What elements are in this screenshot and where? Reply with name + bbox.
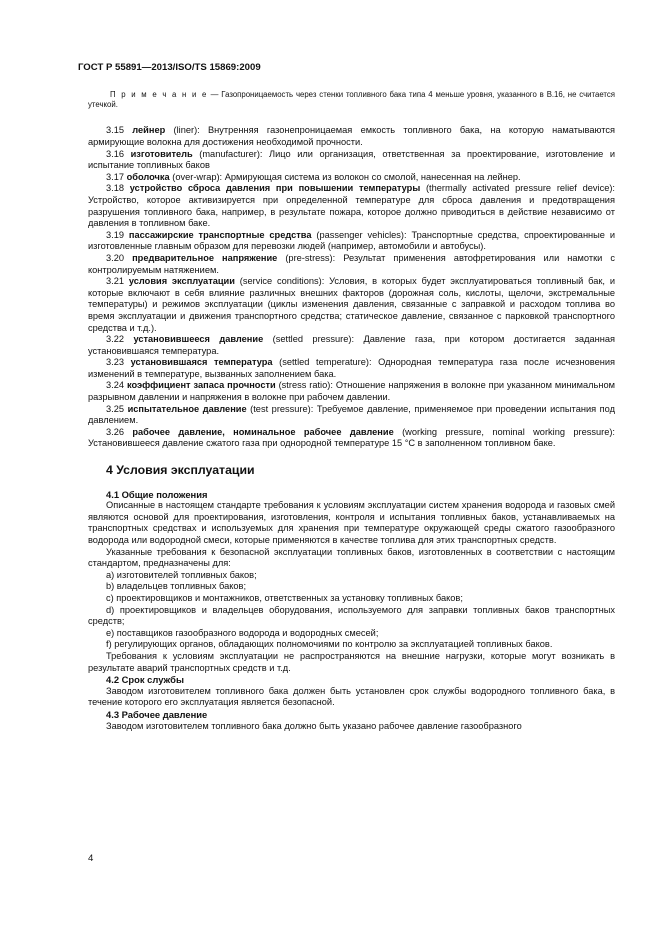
term-3-19: 3.19 пассажирские транспортные средства (passenger vehicles): Транспортные средства, спроектированные и изготовленные главным образом для перевозки людей (например, автомобили и автобусы). (88, 229, 615, 252)
list-item: е) поставщиков газообразного водорода и водородных смесей; (106, 627, 379, 638)
page-content (88, 90, 615, 732)
subsection-4-3-title: 4.3 Рабочее давление (106, 708, 208, 720)
term-definition: (thermally activated pressure relief device): Устройство, которое активизируется при определенной температуре для сброса давления и предотвращения разрушения топливного бака, например, в результате пожара, которое должно приводиться в действие независимо от давления в топливном баке. (88, 183, 615, 229)
term-3-15: 3.15 лейнер (liner): Внутренняя газонепроницаемая емкость топливного бака, на которую наматываются армирующие волокна для достижения необходимой прочности. (88, 125, 615, 147)
term-name: установившаяся температура (130, 357, 273, 368)
term-name: испытательное давление (127, 403, 247, 414)
term-name: оболочка (126, 171, 170, 182)
term-name: условия эксплуатации (128, 276, 235, 287)
page-number: 4 (88, 853, 94, 864)
paragraph: Заводом изготовителем топливного бака должен быть установлен срок службы водородного топливного бака, в течение которого его эксплуатация является безопасной. (88, 685, 615, 708)
term-name: предварительное напряжение (132, 252, 278, 263)
note-paragraph (88, 90, 615, 110)
document-header: ГОСТ Р 55891—2013/ISO/TS 15869:2009 (78, 62, 261, 73)
term-name: лейнер (132, 125, 166, 136)
list-item: f) регулирующих органов, обладающих полномочиями по контролю за эксплуатацией топливных баков. (106, 639, 553, 650)
term-definition: (manufacturer): Лицо или организация, ответственная за проектирование, изготовление и испытание топливных баков (88, 148, 616, 171)
subsection-4-1-title: 4.1 Общие положения (106, 488, 208, 500)
list-item: с) проектировщиков и монтажников, ответственных за установку топливных баков; (106, 592, 463, 603)
term-definition: (settled pressure): Давление газа, при котором достигается заданная установившаяся температура. (88, 334, 615, 356)
term-name: установившееся давление (133, 334, 264, 345)
paragraph: Описанные в настоящем стандарте требования к условиям эксплуатации систем хранения водорода и газовых смей являются основой для проектирования, изготовления, контроля и испытания топливных баков, устанавливаемых на транспортных средствах и используемых для хранения при температуре окружающей среды сжатого газообразного водорода или водородной смеси, которые применяются в качестве топлива для этих транспортных средств. (88, 500, 615, 545)
term-3-25: 3.25 испытательное давление (test pressure): Требуемое давление, применяемое при проведении испытания под давлением. (88, 403, 616, 426)
list-item: а) изготовителей топливных баков; (106, 569, 257, 580)
subsection-4-2-title: 4.2 Срок службы (106, 674, 184, 686)
paragraph: Требования к условиям эксплуатации не распространяются на внешние нагрузки, которые могут возникать в результате аварий транспортных средств и т.д. (88, 650, 615, 673)
term-3-23: 3.23 установившаяся температура (settled temperature): Однородная температура газа после исчезновения изменений в температуре, вызванных заполнением бака. (88, 357, 615, 379)
term-3-22: 3.22 установившееся давление (settled pressure): Давление газа, при котором достигается заданная установившаяся температура. (88, 334, 615, 356)
paragraph: Указанные требования к безопасной эксплуатации топливных баков, изготовленных в соответствии с настоящим стандартом, предназначены для: (88, 546, 615, 569)
term-name: коэффициент запаса прочности (126, 380, 276, 391)
note-text: — Газопроницаемость через стенки топливного бака типа 4 меньше уровня, указанного в В.16, не считается утечкой. (88, 90, 615, 110)
note-label: П р и м е ч а н и е (110, 90, 208, 99)
term-3-18: 3.18 устройство сброса давления при повышении температуры (thermally activated pressure relief device): Устройство, которое активизируется при определенной температуре для сброса давления и предотвращения разрушения топливного бака, например, в результате пожара, которое должно приводиться в действие независимо от давления в топливном баке. (88, 183, 615, 229)
term-definition: (stress ratio): Отношение напряжения в волокне при указанном минимальном разрывном давлении и напряжения в волокне при рабочем давлении. (88, 380, 615, 403)
term-name: пассажирские транспортные средства (128, 229, 312, 240)
section-4-title: 4 Условия эксплуатации (106, 463, 255, 478)
term-definition: (working pressure, nominal working pressure): Установившееся давление сжатого газа при однородной температуре 15 °С в заполненном топливном баке. (88, 426, 615, 449)
term-definition: (passenger vehicles): Транспортные средства, спроектированные и изготовленные главным образом для перевозки людей (например, автомобили и автобусы). (88, 229, 615, 252)
term-3-26: 3.26 рабочее давление, номинальное рабочее давление (working pressure, nominal working pressure): Установившееся давление сжатого газа при однородной температуре 15 °С в заполненном топливном баке. (88, 426, 615, 449)
term-3-16: 3.16 изготовитель (manufacturer): Лицо или организация, ответственная за проектирование, изготовление и испытание топливных баков (88, 148, 616, 171)
paragraph: Заводом изготовителем топливного бака должно быть указано рабочее давление газообразного (106, 720, 522, 731)
term-3-20: 3.20 предварительное напряжение (pre-stress): Результат применения автофретирования или намотки с контролируемым натяжением. (88, 252, 615, 275)
term-definition: (pre-stress): Результат применения автофретирования или намотки с контролируемым натяжением. (88, 252, 615, 275)
term-definition: (settled temperature): Однородная температура газа после исчезновения изменений в температуре, вызванных заполнением бака. (88, 357, 615, 379)
term-definition: (over-wrap): Армирующая система из волокон со смолой, нанесенная на лейнер. (169, 171, 521, 182)
term-name: изготовитель (130, 148, 193, 159)
list-item: d) проектировщиков и владельцев оборудования, используемого для заправки топливных баков транспортных средств; (88, 604, 615, 627)
term-name: устройство сброса давления при повышении температуры (129, 183, 421, 194)
term-3-17: 3.17 оболочка (over-wrap): Армирующая система из волокон со смолой, нанесенная на лейнер. (106, 171, 521, 182)
term-name: рабочее давление, номинальное рабочее давление (132, 426, 394, 437)
term-definition: (test pressure): Требуемое давление, применяемое при проведении испытания под давлением. (88, 403, 616, 426)
term-3-21: 3.21 условия эксплуатации (service conditions): Условия, в которых будет эксплуатироваться топливный бак, и которые включают в себя влияние различных внешних факторов (дорожная соль, кислоты, щелочи, экстремальные температуры) и режимов эксплуатации (циклы изменения давления, связанные с заправкой и расходом топлива во время эксплуатации и движения транспортного средства; статическое давление, связанное с парковкой транспортного средства и т.д.). (88, 276, 615, 333)
term-definition: (service conditions): Условия, в которых будет эксплуатироваться топливный бак, и которые включают в себя влияние различных внешних факторов (дорожная соль, кислоты, щелочи, экстремальные температуры) и режимов эксплуатации (циклы изменения давления, связанные с заправкой и расходом топлива во время эксплуатации и движения транспортного средства; статическое давление, связанное с парковкой транспортного средства и т.д.). (88, 276, 615, 333)
term-3-24: 3.24 коэффициент запаса прочности (stress ratio): Отношение напряжения в волокне при указанном минимальном разрывном давлении и напряжения в волокне при рабочем давлении. (88, 380, 615, 403)
list-item: b) владельцев топливных баков; (106, 581, 247, 592)
term-definition: (liner): Внутренняя газонепроницаемая емкость топливного бака, на которую наматываются армирующие волокна для достижения необходимой прочности. (88, 125, 615, 147)
